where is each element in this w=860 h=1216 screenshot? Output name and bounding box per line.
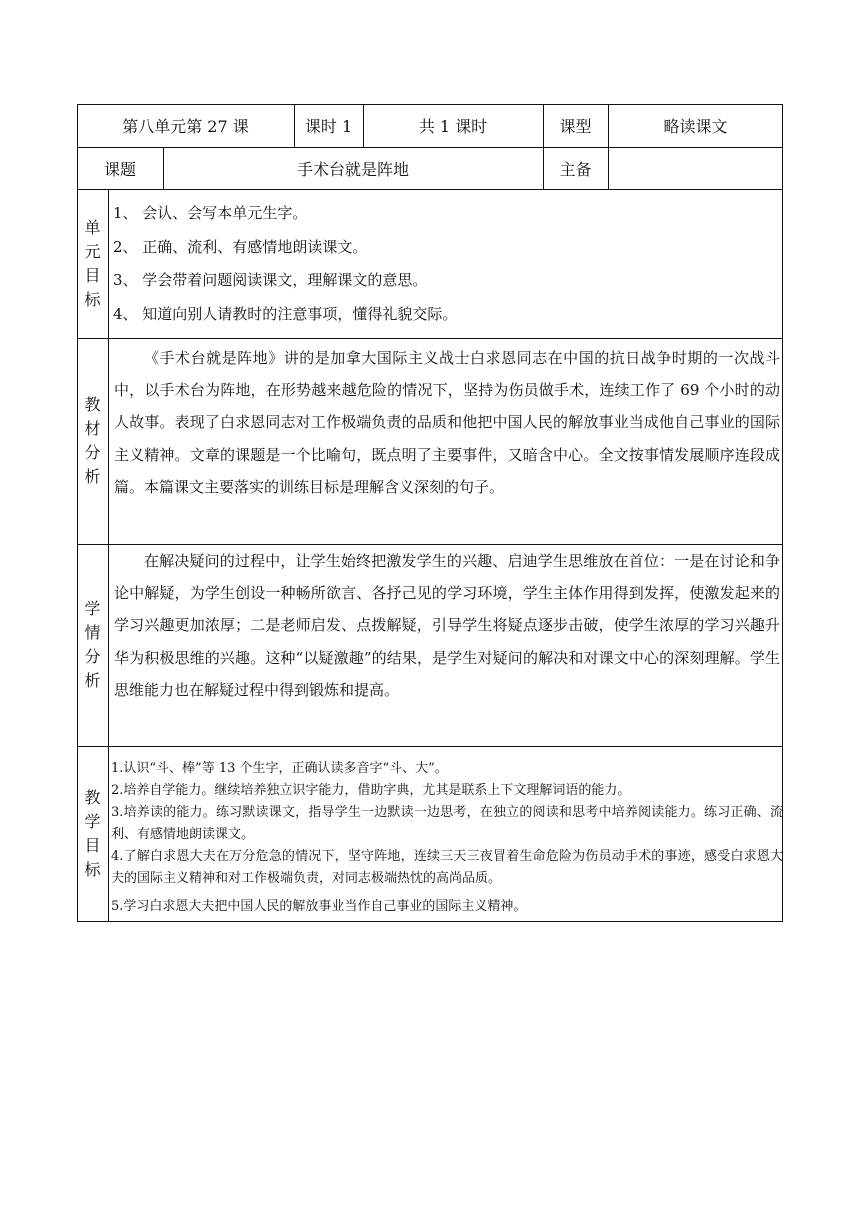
unit-goals-label xyxy=(77,189,108,338)
unit-goal-item: 4、 知道向别人请教时的注意事项，懂得礼貌交际。 xyxy=(113,304,458,323)
objective-item: 5.学习白求恩大夫把中国人民的解放事业当作自己事业的国际主义精神。 xyxy=(111,899,527,914)
row-divider xyxy=(77,189,783,190)
label-char: 教 xyxy=(84,787,101,807)
label-char: 目 xyxy=(84,265,101,285)
label-char: 学 xyxy=(84,811,101,831)
label-char: 目 xyxy=(84,835,101,855)
label-char: 元 xyxy=(84,241,101,261)
unit-goal-item: 2、 正确、流利、有感情地朗读课文。 xyxy=(113,237,368,256)
total-periods-cell: 共 1 课时 xyxy=(418,117,488,136)
type-value-cell: 略读课文 xyxy=(663,117,728,136)
type-label-cell: 课型 xyxy=(559,117,592,136)
col-divider xyxy=(108,189,109,922)
label-char: 情 xyxy=(84,623,101,642)
unit-goal-item: 3、 学会带着问题阅读课文，理解课文的意思。 xyxy=(113,271,428,289)
material-analysis-label xyxy=(77,338,108,544)
student-analysis-label xyxy=(77,544,108,746)
period-cell: 课时 1 xyxy=(304,117,353,136)
label-char: 标 xyxy=(84,859,101,879)
material-analysis-text: 《手术台就是阵地》讲的是加拿大国际主义战士白求恩同志在中国的抗日战争时期的一次战斗中，以手术台为阵地，在形势越来越危险的情况下，坚持为伤员做手术，连续工作了 69 个小时的动人故事。表现了白求恩同志对工作极端负责的品质和他把中国人民的解放事业当成他自己事业的国际主义精神。文章的课题是一个比喻句，既点明了主要事件，又暗含中心。全文按事情发展顺序连段成篇。本篇课文主要落实的训练目标是理解含义深刻的句子。 xyxy=(114,349,780,496)
label-char: 材 xyxy=(84,419,101,438)
table-border-bottom xyxy=(77,921,783,922)
objective-item: 2.培养自学能力。继续培养独立识字能力，借助字典，尤其是联系上下文理解词语的能力。 xyxy=(111,783,631,798)
label-char: 标 xyxy=(84,289,101,309)
row-divider xyxy=(77,746,783,747)
student-analysis-text: 在解决疑问的过程中，让学生始终把激发学生的兴趣、启迪学生思维放在首位：一是在讨论和争论中解疑，为学生创设一种畅所欲言、各抒己见的学习环境，学生主体作用得到发挥，使激发起来的学习兴趣更加浓厚；二是老师启发、点拨解疑，引导学生将疑点逐步击破，使学生浓厚的学习兴趣升华为积极思维的兴趣。这种“以疑激趣”的结果，是学生对疑问的解决和对课文中心的深刻理解。学生思维能力也在解疑过程中得到锻炼和提高。 xyxy=(114,552,780,699)
objective-item: 4.了解白求恩大夫在万分危急的情况下，坚守阵地，连续三天三夜冒着生命危险为伤员动手术的事迹，感受白求恩大夫的国际主义精神和对工作极端负责，对同志极端热忱的高尚品质。 xyxy=(111,849,783,886)
unit-goals-list xyxy=(113,197,775,331)
lesson-plan-table xyxy=(77,104,783,922)
label-char: 学 xyxy=(84,599,101,618)
lead-label-cell: 主备 xyxy=(559,159,592,179)
label-char: 分 xyxy=(84,647,101,666)
topic-label-cell: 课题 xyxy=(103,159,136,179)
unit-lesson-cell: 第八单元第 27 课 xyxy=(122,117,249,136)
label-char: 析 xyxy=(84,671,101,690)
teaching-objectives-label xyxy=(77,746,108,921)
objective-item: 1.认识“斗、棒”等 13 个生字，正确认读多音字“斗、大”。 xyxy=(111,761,448,776)
lead-value-cell xyxy=(608,147,783,189)
objective-item: 3.培养读的能力。练习默读课文，指导学生一边默读一边思考，在独立的阅读和思考中培养阅读能力。练习正确、流利、有感情地朗读课文。 xyxy=(111,805,783,842)
label-char: 教 xyxy=(84,395,101,414)
label-char: 析 xyxy=(84,467,101,486)
teaching-objectives-list xyxy=(111,758,783,918)
unit-goal-item: 1、 会认、会写本单元生字。 xyxy=(113,204,308,222)
topic-value-cell: 手术台就是阵地 xyxy=(296,159,409,179)
row-divider xyxy=(77,338,783,339)
label-char: 单 xyxy=(84,217,101,237)
label-char: 分 xyxy=(84,443,101,462)
